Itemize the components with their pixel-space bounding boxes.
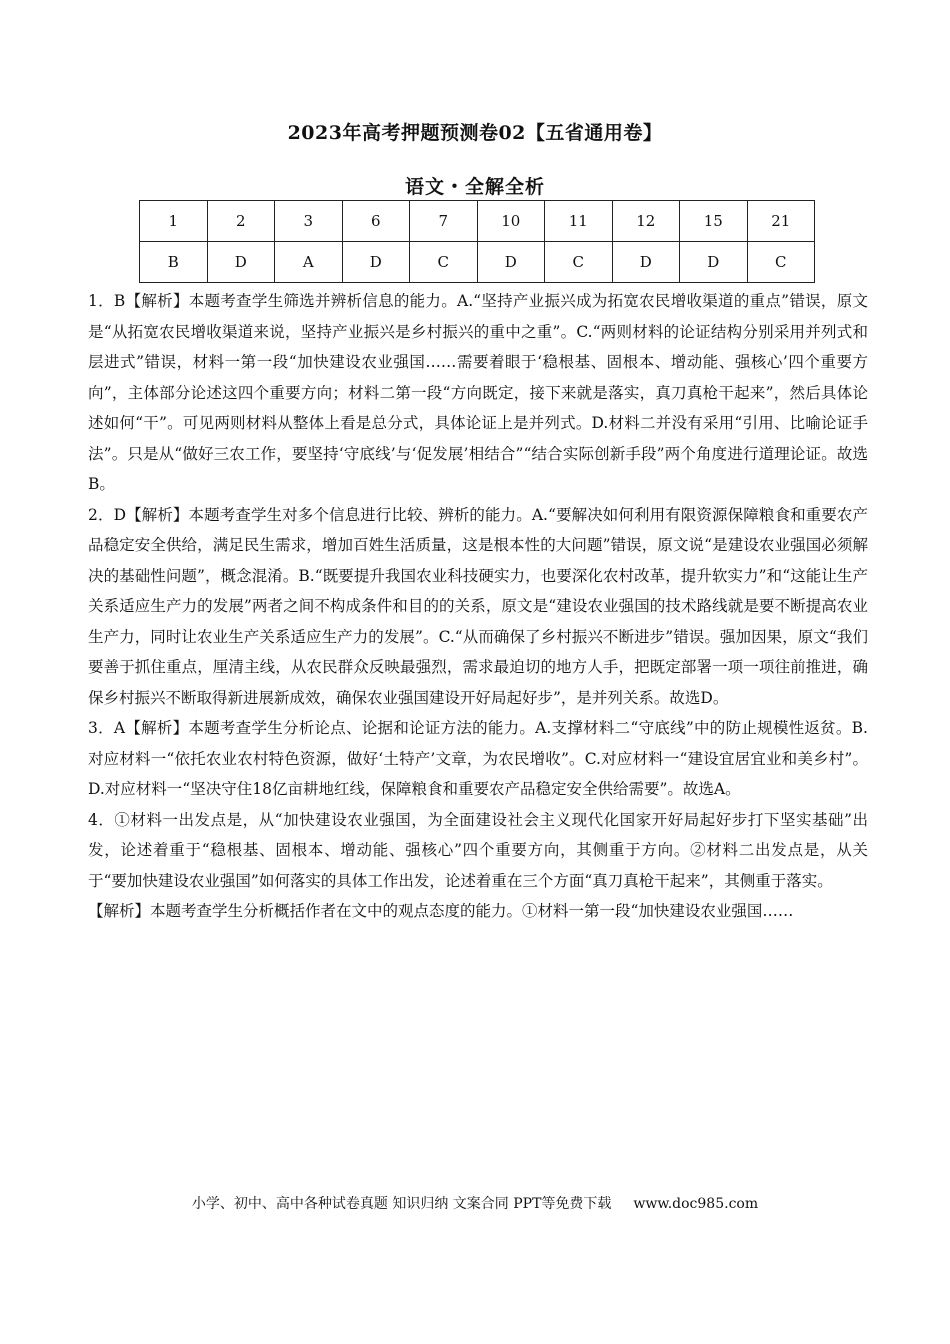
answer-letter: D [477,242,545,283]
question-number: 7 [410,201,478,242]
answer-letter: C [747,242,815,283]
question-number: 11 [545,201,613,242]
analysis-paragraph-2: 2．D【解析】本题考查学生对多个信息进行比较、辨析的能力。A.“要解决如何利用有限资源保障粮食和重要农产品稳定安全供给，满足民生需求，增加百姓生活质量，这是根本性的大问题”错误，原文说“是建设农业强国必须解决的基础性问题”，概念混淆。B.“既要提升我国农业科技硬实力，也要深化农村改革，提升软实力”和“这能让生产关系适应生产力的发展”两者之间不构成条件和目的的关系，原文是“建设农业强国的技术路线就是要不断提高农业生产力，同时让农业生产关系适应生产力的发展”。C.“从而确保了乡村振兴不断进步”错误。强加因果，原文“我们要善于抓住重点，厘清主线，从农民群众反映最强烈，需求最迫切的地方人手，把既定部署一项一项往前推进，确保乡村振兴不断取得新进展新成效，确保农业强国建设开好局起好步”，是并列关系。故选D。 [88,505,868,707]
answer-letter: C [545,242,613,283]
footer-url[interactable]: www.doc985.com [633,1196,759,1212]
analysis-paragraph-3: 3．A【解析】本题考查学生分析论点、论据和论证方法的能力。A.支撑材料二“守底线”中的防止规模性返贫。B.对应材料一“依托农业农村特色资源，做好‘土特产’文章，为农民增收”。C.对应材料一“建设宜居宜业和美乡村”。D.对应材料一“坚决守住18亿亩耕地红线，保障粮食和重要农产品稳定安全供给需要”。故选A。 [88,719,868,798]
answer-number-row [140,201,815,242]
answer-letter-row [140,242,815,283]
answer-table [139,200,815,283]
answer-letter: D [612,242,680,283]
analysis-body [88,286,868,927]
page-subtitle: 语文・全解全析 [404,176,545,198]
answer-letter: D [342,242,410,283]
question-number: 3 [275,201,343,242]
analysis-paragraph-5: 【解析】本题考查学生分析概括作者在文中的观点态度的能力。①材料一第一段“加快建设农业强国…… [88,902,794,920]
question-number: 15 [680,201,748,242]
answer-letter: B [140,242,208,283]
question-number: 6 [342,201,410,242]
question-number: 1 [140,201,208,242]
page-title: 2023年高考押题预测卷02【五省通用卷】 [287,122,663,144]
footer-text: 小学、初中、高中各种试卷真题 知识归纳 文案合同 PPT等免费下载 [191,1196,612,1212]
analysis-paragraph-4: 4．①材料一出发点是，从“加快建设农业强国，为全面建设社会主义现代化国家开好局起好步打下坚实基础”出发，论述着重于“稳根基、固根本、增动能、强核心”四个重要方向，其侧重于方向。②材料二出发点是，从关于“要加快建设农业强国”如何落实的具体工作出发，论述着重在三个方面“真刀真枪干起来”，其侧重于落实。 [88,810,868,890]
question-number: 2 [207,201,275,242]
analysis-paragraph-1: 1．B【解析】本题考查学生筛选并辨析信息的能力。A.“坚持产业振兴成为拓宽农民增收渠道的重点”错误，原文是“从拓宽农民增收渠道来说，坚持产业振兴是乡村振兴的重中之重”。C.“两则材料的论证结构分别采用并列式和层进式”错误，材料一第一段“加快建设农业强国……需要着眼于‘稳根基、固根本、增动能、强核心’四个重要方向”，主体部分论述这四个重要方向；材料二第一段“方向既定，接下来就是落实，真刀真枪干起来”，然后具体论述如何“干”。可见两则材料从整体上看是总分式，具体论证上是并列式。D.材料二并没有采用“引用、比喻论证手法”。只是从“做好三农工作，要坚持‘守底线’与‘促发展’相结合”“结合实际创新手段”两个角度进行道理论证。故选B。 [88,292,868,493]
page-footer [0,1193,950,1213]
answer-letter: A [275,242,343,283]
question-number: 21 [747,201,815,242]
question-number: 10 [477,201,545,242]
answer-letter: D [680,242,748,283]
answer-letter: C [410,242,478,283]
question-number: 12 [612,201,680,242]
answer-letter: D [207,242,275,283]
